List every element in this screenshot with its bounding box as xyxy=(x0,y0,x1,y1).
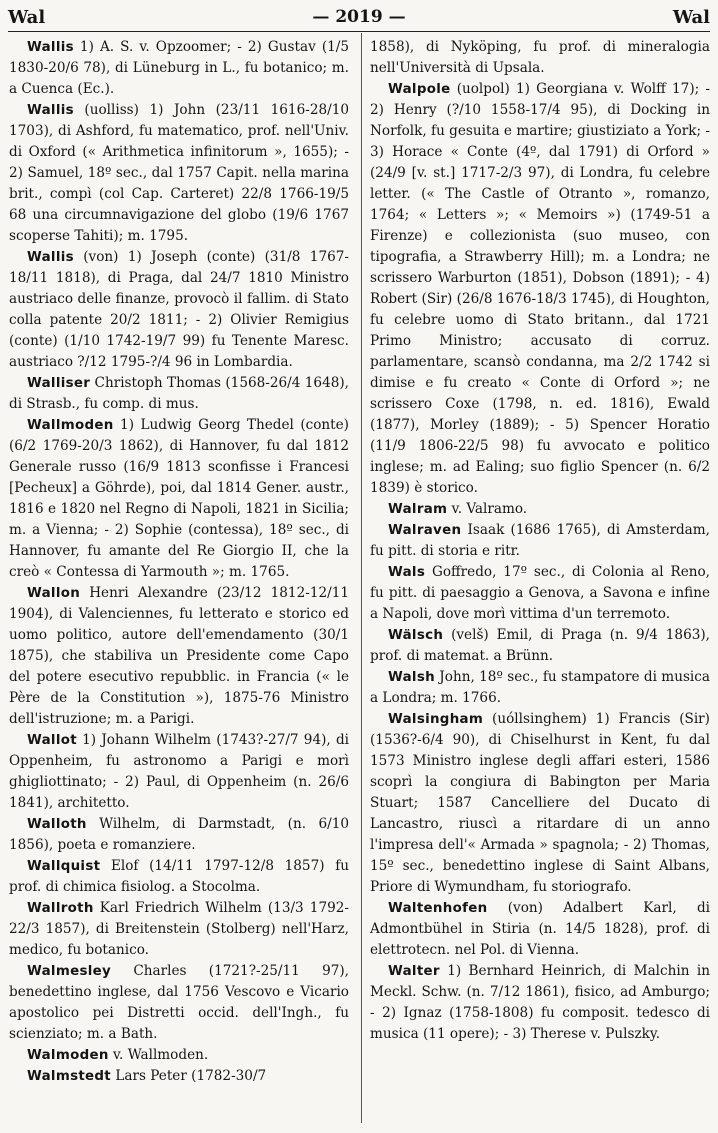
entry-text: (von) 1) Joseph (conte) (31/8 1767-18/11 1818), di Praga, dal 24/7 1810 Ministro austriaco delle finanze, provocò il fallim. di Stato colla patente 20/2 1811; - 2) Olivier Remigius (conte) (1/10 1742-19/7 99) fu Tenente Maresc. austriaco ?/12 1795-?/4 96 in Lombardia. xyxy=(9,249,349,370)
entry-headword: Wallmoden xyxy=(27,418,114,433)
dictionary-entry xyxy=(9,856,349,898)
entry-text: (uóllsinghem) 1) Francis (Sir) (1536?-6/4 90), di Chiselhurst in Kent, fu dal 1573 Ministro inglese degli affari esteri, 1586 scoprì la congiura di Babington per Maria Stuart; 1587 Cancelliere del Ducato di Lancastro, riuscì a ritardare di un anno l'impresa dell'« Armada » spagnola; - 2) Thomas, 15º sec., benedettino inglese di Saint Albans, Priore di Wymundham, fu storiografo. xyxy=(370,711,710,895)
dictionary-entry xyxy=(370,520,710,562)
entry-headword: Walmesley xyxy=(27,964,112,979)
entry-headword: Wallot xyxy=(27,733,77,748)
entry-headword: Walliser xyxy=(27,376,91,391)
entry-text: John, 18º sec., fu stampatore di musica a Londra; m. 1766. xyxy=(370,669,710,706)
entry-headword: Wallon xyxy=(27,586,81,601)
dictionary-entry xyxy=(370,79,710,499)
entry-headword: Walram xyxy=(388,502,448,517)
entry-headword: Wallroth xyxy=(27,901,94,916)
dictionary-entry xyxy=(370,37,710,79)
left-column xyxy=(9,37,349,1087)
dictionary-entry xyxy=(9,373,349,415)
entry-headword: Walloth xyxy=(27,817,87,832)
entry-text: 1) A. S. v. Opzoomer; - 2) Gustav (1/5 1830-20/6 78), di Lüneburg in L., fu botanico; m. a Cuenca (Ec.). xyxy=(9,39,349,97)
dictionary-entry xyxy=(9,1066,349,1087)
page-number: — 2019 — xyxy=(312,7,406,27)
dictionary-entry xyxy=(370,667,710,709)
entry-text: Henri Alexandre (23/12 1812-12/11 1904), di Valenciennes, fu letterato e storico ed uomo politico, autore dell'emendamento (30/1 1875), che stabiliva un Presidente come Capo del potere esecutivo repubblic. in Francia (« le Père de la Constitution »), 1875-76 Ministro dell'istruzione; m. a Parigi. xyxy=(9,585,349,727)
dictionary-entry xyxy=(9,37,349,100)
entry-text: (uolliss) 1) John (23/11 1616-28/10 1703), di Ashford, fu matematico, prof. nell'Univ. di Oxford (« Arithmetica infinitorum », 1655); - 2) Samuel, 18º sec., dal 1757 Capit. nella marina brit., compì (col Cap. Carteret) 22/8 1766-19/5 68 una circumnavigazione del globo (19/6 1767 scoperse Tahiti); m. 1795. xyxy=(9,102,349,244)
entry-headword: Walsh xyxy=(388,670,435,685)
dictionary-entry xyxy=(370,961,710,1045)
column-divider xyxy=(361,33,362,1123)
dictionary-entry xyxy=(9,961,349,1045)
entry-text: 1) Bernhard Heinrich, di Malchin in Meckl. Schw. (n. 7/12 1861), fisico, ad Amburgo; - 2) Ignaz (1758-1808) fu composit. tedesco di musica (11 opere); - 3) Therese v. Pulszky. xyxy=(370,963,710,1042)
dictionary-entry xyxy=(9,730,349,814)
entry-text: (von) Adalbert Karl, di Admontbühel in Stiria (n. 14/5 1828), prof. di elettrotecn. nel Pol. di Vienna. xyxy=(370,900,710,958)
entry-text: (velš) Emil, di Praga (n. 9/4 1863), prof. di matemat. a Brünn. xyxy=(370,627,710,664)
dictionary-entry xyxy=(9,415,349,583)
dictionary-entry xyxy=(370,562,710,625)
entry-headword: Wallis xyxy=(27,250,74,265)
entry-headword: Walpole xyxy=(388,82,451,97)
header-right-keyword: Wal xyxy=(672,6,710,28)
entry-headword: Wallis xyxy=(27,103,74,118)
entry-text: Elof (14/11 1797-12/8 1857) fu prof. di chimica fisiolog. a Stocolma. xyxy=(9,858,349,895)
entry-headword: Wallis xyxy=(27,40,74,55)
dictionary-entry xyxy=(9,247,349,373)
entry-headword: Wälsch xyxy=(388,628,444,643)
entry-headword: Walmoden xyxy=(27,1048,109,1063)
entry-text: 1) Ludwig Georg Thedel (conte) (6/2 1769-20/3 1862), di Hannover, fu dal 1812 Generale russo (16/9 1813 sconfisse i Francesi [Pecheux] a Göhrde), poi, dal 1814 Gener. austr., 1816 e 1820 nel Regno di Napoli, 1821 in Sicilia; m. a Vienna; - 2) Sophie (contessa), 18º sec., di Hannover, fu amante del Re Giorgio II, che la creò « Contessa di Yarmouth »; m. 1765. xyxy=(9,417,349,580)
header-rule xyxy=(8,31,710,32)
dictionary-entry xyxy=(370,625,710,667)
entry-text: v. Valramo. xyxy=(447,501,528,517)
entry-text: Karl Friedrich Wilhelm (13/3 1792-22/3 1857), di Breitenstein (Stolberg) nell'Harz, medico, fu botanico. xyxy=(9,900,349,958)
entry-headword: Wals xyxy=(388,565,426,580)
entry-headword: Walraven xyxy=(388,523,462,538)
dictionary-entry xyxy=(9,814,349,856)
dictionary-entry xyxy=(370,709,710,898)
entry-text: Wilhelm, di Darmstadt, (n. 6/10 1856), poeta e romanziere. xyxy=(9,816,349,853)
entry-text: Lars Peter (1782-30/7 xyxy=(111,1068,267,1084)
entry-headword: Walmstedt xyxy=(27,1069,112,1084)
header-left-keyword: Wal xyxy=(8,6,46,28)
entry-text: 1) Johann Wilhelm (1743?-27/7 94), di Oppenheim, fu astronomo a Parigi e morì ghigliottinato; - 2) Paul, di Oppenheim (n. 26/6 1841), architetto. xyxy=(9,732,349,811)
entry-text: v. Wallmoden. xyxy=(108,1047,209,1063)
entry-headword: Wallquist xyxy=(27,859,101,874)
entry-headword: Waltenhofen xyxy=(388,901,488,916)
dictionary-entry xyxy=(9,583,349,730)
dictionary-entry xyxy=(9,1045,349,1066)
entry-headword: Walsingham xyxy=(388,712,484,727)
right-column xyxy=(370,37,710,1045)
entry-text: (uolpol) 1) Georgiana v. Wolff 17); - 2) Henry (?/10 1558-17/4 95), di Docking in Norfolk, fu gesuita e martire; giustiziato a York; - 3) Horace « Conte (4º, dal 1791) di Orford » (24/9 [v. st.] 1717-2/3 97), di Londra, fu celebre letter. (« The Castle of Otranto », romanzo, 1764; « Letters »; « Memoirs ») (1749-51 a Firenze) e collezionista (suo museo, con tipografia, a Strawberry Hill); m. a Londra; ne scrissero Warburton (1851), Dobson (1891); - 4) Robert (Sir) (26/8 1676-18/3 1745), di Houghton, fu celebre uomo di Stato britann., dal 1721 Primo Ministro; accusato di corruz. parlamentare, scansò condanna, ma 2/2 1742 si dimise e fu creato « Conte di Orford »; ne scrissero Coxe (1798, n. ed. 1816), Ewald (1877), Morley (1889); - 5) Spencer Horatio (11/9 1806-22/5 98) fu avvocato e politico inglese; m. ad Ealing; suo figlio Spencer (n. 6/2 1839) è storico. xyxy=(370,81,710,496)
entry-text: 1858), di Nyköping, fu prof. di mineralogia nell'Università di Upsala. xyxy=(370,39,710,76)
dictionary-entry xyxy=(370,499,710,520)
entry-text: Charles (1721?-25/11 97), benedettino inglese, dal 1756 Vescovo e Vicario apostolico pei Distretti occid. dell'Ingh., fu scienziato; m. a Bath. xyxy=(9,963,349,1042)
dictionary-entry xyxy=(9,100,349,247)
entry-text: Goffredo, 17º sec., di Colonia al Reno, fu pitt. di paesaggio a Genova, a Savona e infine a Napoli, dove morì vittima d'un terremoto. xyxy=(370,564,710,622)
entry-headword: Walter xyxy=(388,964,440,979)
page-header xyxy=(8,4,710,30)
dictionary-entry xyxy=(9,898,349,961)
entry-text: Christoph Thomas (1568-26/4 1648), di Strasb., fu comp. di mus. xyxy=(9,375,349,412)
entry-text: Isaak (1686 1765), di Amsterdam, fu pitt. di storia e ritr. xyxy=(370,522,710,559)
dictionary-entry xyxy=(370,898,710,961)
